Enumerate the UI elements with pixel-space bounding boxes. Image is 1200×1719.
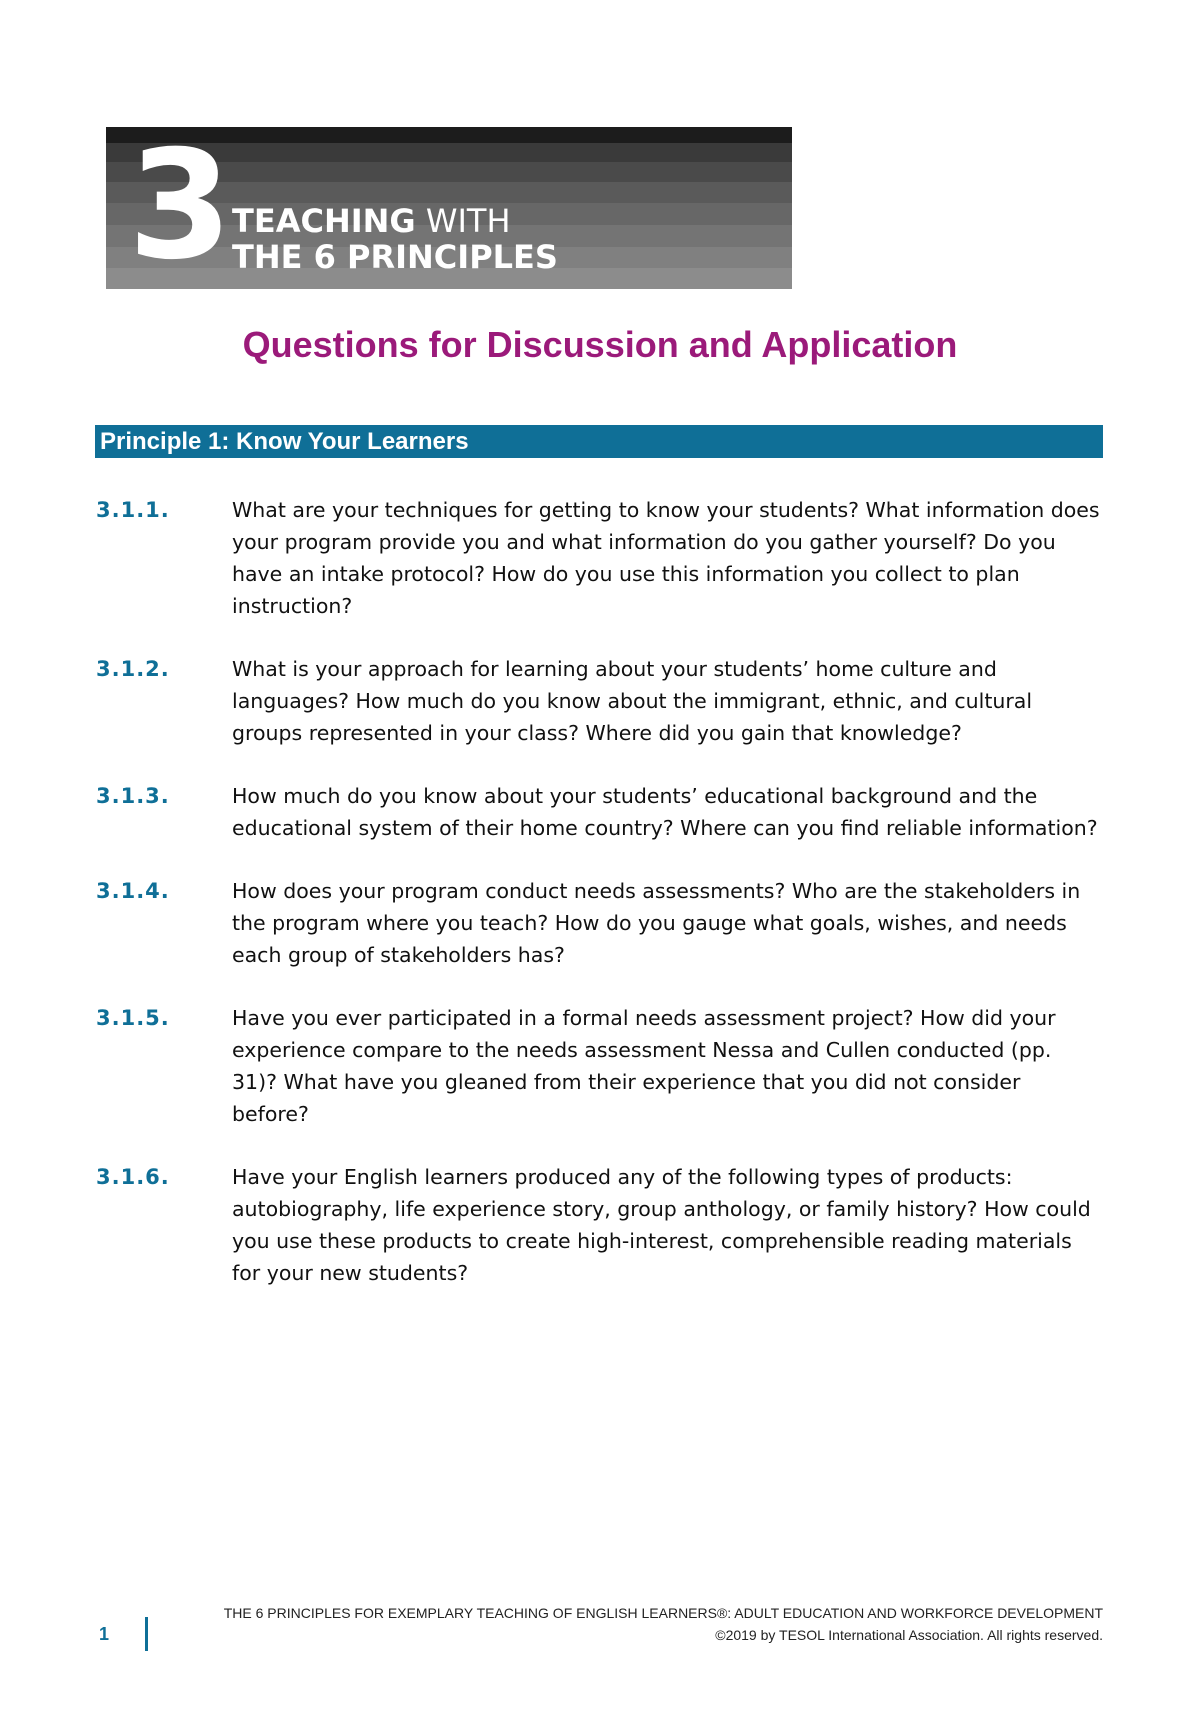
page-title: Questions for Discussion and Application xyxy=(242,324,958,365)
question-number: 3.1.6. xyxy=(96,1165,170,1189)
question-item xyxy=(0,875,1200,971)
question-text: Have you ever participated in a formal needs assessment project? How did your experience compare to the needs assessment Nessa and Cullen conducted (pp. 31)? What have you gleaned from their experience that you did not consider before? xyxy=(232,1006,1056,1126)
banner-title-normal: WITH xyxy=(415,202,511,240)
banner-title-line-2: THE 6 PRINCIPLES xyxy=(232,238,558,276)
question-list xyxy=(0,494,1200,1320)
footer-divider xyxy=(145,1617,148,1651)
footer-copyright: ©2019 by TESOL International Association. All rights reserved. xyxy=(715,1627,1103,1643)
question-number: 3.1.5. xyxy=(96,1006,170,1030)
question-text: Have your English learners produced any of the following types of products: autobiography, life experience story, group anthology, or family history? How could you use these products to create high-interest, comprehensible reading materials for your new students? xyxy=(232,1165,1091,1285)
question-item xyxy=(0,780,1200,844)
question-number: 3.1.3. xyxy=(96,784,170,808)
section-heading-bar xyxy=(95,425,1103,458)
question-text: What are your techniques for getting to know your students? What information does your program provide you and what information do you gather yourself? Do you have an intake protocol? How do you use this information you collect to plan instruction? xyxy=(232,498,1100,618)
question-item xyxy=(0,653,1200,749)
section-heading: Principle 1: Know Your Learners xyxy=(100,428,469,455)
page-number: 1 xyxy=(99,1624,110,1644)
chapter-banner xyxy=(106,119,792,293)
question-text: What is your approach for learning about your students’ home culture and languages? How much do you know about the immigrant, ethnic, and cultural groups represented in your class? Where did you gain that knowledge? xyxy=(232,657,1033,745)
question-item xyxy=(0,1161,1200,1289)
question-text: How much do you know about your students’ educational background and the educational system of their home country? Where can you find reliable information? xyxy=(232,784,1098,840)
question-text: How does your program conduct needs assessments? Who are the stakeholders in the program where you teach? How do you gauge what goals, wishes, and needs each group of stakeholders has? xyxy=(232,879,1081,967)
chapter-number: 3 xyxy=(128,119,229,293)
question-number: 3.1.2. xyxy=(96,657,170,681)
question-number: 3.1.4. xyxy=(96,879,170,903)
question-item xyxy=(0,494,1200,622)
question-item xyxy=(0,1002,1200,1130)
footer-publication-title: THE 6 PRINCIPLES FOR EXEMPLARY TEACHING OF ENGLISH LEARNERS®: ADULT EDUCATION AND WORKFORCE DEVELOPMENT xyxy=(223,1605,1103,1621)
banner-title-bold: TEACHING xyxy=(232,202,416,240)
banner-title-line-1 xyxy=(232,202,511,240)
question-number: 3.1.1. xyxy=(96,498,170,522)
